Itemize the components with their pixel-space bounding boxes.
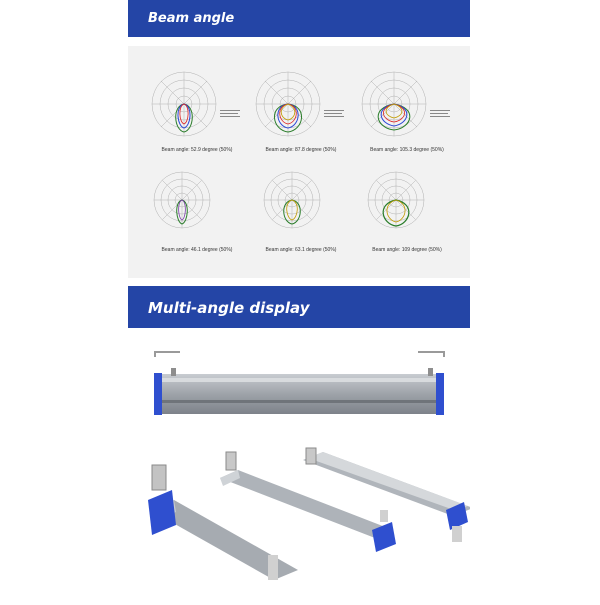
polar-chart-1 — [142, 66, 252, 161]
polar-diagram-4 — [142, 166, 252, 246]
polar-chart-3 — [352, 66, 462, 161]
multi-angle-title: Multi-angle display — [148, 299, 310, 317]
led-linear-fixture-illustrations — [128, 330, 470, 600]
beam-caption-6: Beam angle: 109 degree (50%) — [372, 247, 442, 253]
polar-chart-4 — [142, 166, 252, 261]
polar-chart-2 — [246, 66, 356, 161]
beam-caption-5: Beam angle: 63.1 degree (50%) — [265, 247, 337, 253]
polar-diagram-6 — [352, 166, 462, 246]
polar-diagram-2 — [246, 66, 356, 146]
beam-angle-panel — [128, 46, 470, 278]
fixture-front-view — [154, 352, 444, 415]
beam-angle-title: Beam angle — [148, 11, 235, 26]
polar-diagram-3 — [352, 66, 462, 146]
product-images — [128, 330, 470, 600]
multi-angle-banner — [128, 286, 470, 328]
polar-chart-6 — [352, 166, 462, 261]
product-detail-page — [128, 0, 470, 600]
polar-chart-5 — [246, 166, 356, 261]
polar-diagram-5 — [246, 166, 356, 246]
beam-caption-1: Beam angle: 52.9 degree (50%) — [161, 147, 233, 153]
beam-angle-banner — [128, 0, 470, 37]
polar-diagram-1 — [142, 66, 252, 146]
beam-caption-4: Beam angle: 46.1 degree (50%) — [161, 247, 233, 253]
beam-caption-3: Beam angle: 105.3 degree (50%) — [370, 147, 444, 153]
fixture-angle-middle — [220, 452, 396, 552]
beam-caption-2: Beam angle: 87.8 degree (50%) — [265, 147, 337, 153]
